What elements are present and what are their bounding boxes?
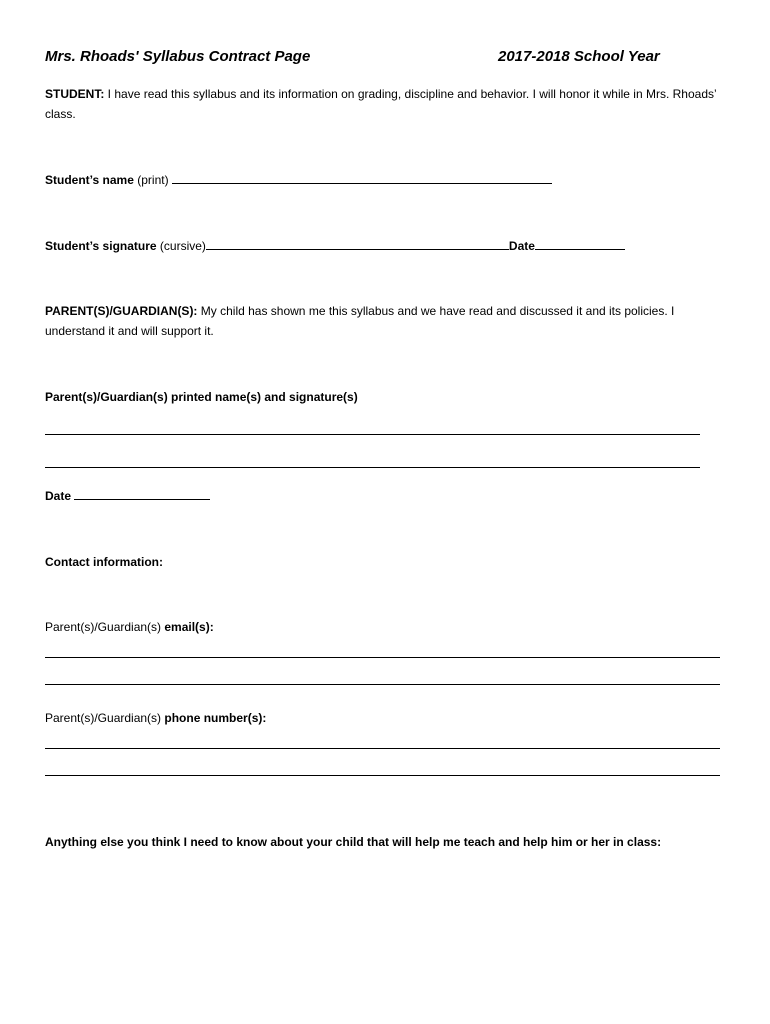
page-title: Mrs. Rhoads' Syllabus Contract Page bbox=[45, 48, 311, 65]
contact-heading: Contact information: bbox=[45, 555, 163, 569]
student-label: STUDENT: bbox=[45, 87, 105, 101]
school-year: 2017-2018 School Year bbox=[498, 48, 660, 65]
parent-name-line-1[interactable] bbox=[45, 434, 700, 435]
phone-line-2[interactable] bbox=[45, 775, 720, 776]
email-line-1[interactable] bbox=[45, 657, 720, 658]
additional-info-question: Anything else you think I need to know about your child that will help me teach and help him or her in class: bbox=[45, 835, 662, 849]
parent-statement-text: My child has shown me this syllabus and we have read and discussed it and its policies. I understand it and will support it. bbox=[45, 304, 675, 338]
parent-names-label: Parent(s)/Guardian(s) printed name(s) and signature(s) bbox=[45, 390, 358, 404]
student-statement-text: I have read this syllabus and its information on grading, discipline and behavior. I will honor it while in Mrs. Rhoads’ class. bbox=[45, 87, 717, 121]
student-name-label: Student’s name bbox=[45, 173, 134, 187]
student-name-row bbox=[45, 170, 725, 190]
parent-label: PARENT(S)/GUARDIAN(S): bbox=[45, 304, 198, 318]
phone-prefix: Parent(s)/Guardian(s) bbox=[45, 711, 165, 725]
student-signature-hint: (cursive) bbox=[156, 239, 206, 253]
phone-line-1[interactable] bbox=[45, 748, 720, 749]
email-prefix: Parent(s)/Guardian(s) bbox=[45, 620, 165, 634]
student-name-field[interactable] bbox=[172, 172, 552, 184]
parent-date-row bbox=[45, 486, 725, 506]
parent-name-line-2[interactable] bbox=[45, 467, 700, 468]
parent-date-label: Date bbox=[45, 489, 75, 503]
email-line-2[interactable] bbox=[45, 684, 720, 685]
student-date-field[interactable] bbox=[535, 238, 625, 250]
email-label: email(s): bbox=[164, 620, 214, 634]
student-date-label: Date bbox=[508, 239, 535, 253]
phone-row bbox=[45, 708, 725, 728]
parent-date-field[interactable] bbox=[74, 488, 210, 500]
student-name-hint: (print) bbox=[133, 173, 172, 187]
parent-statement bbox=[45, 301, 725, 341]
phone-label: phone number(s): bbox=[164, 711, 267, 725]
email-row bbox=[45, 617, 725, 637]
student-signature-label: Student’s signature bbox=[45, 239, 157, 253]
student-statement bbox=[45, 84, 725, 124]
student-signature-field[interactable] bbox=[206, 238, 509, 250]
student-signature-row bbox=[45, 236, 725, 256]
